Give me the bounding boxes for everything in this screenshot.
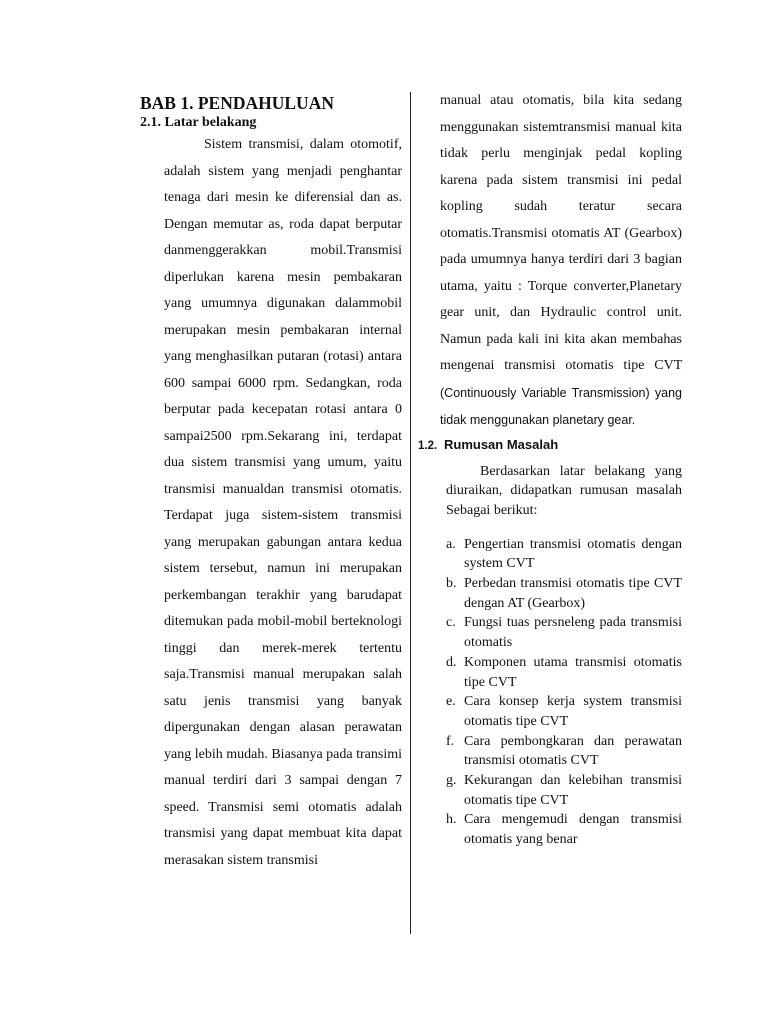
chapter-title: BAB 1. PENDAHULUAN <box>140 93 334 113</box>
rumusan-masalah-list <box>418 535 682 850</box>
list-letter: d. <box>446 654 457 670</box>
rumusan-masalah-intro <box>446 462 682 521</box>
section-title-rumusan-masalah: Rumusan Masalah <box>444 436 559 452</box>
section-number: 1.2. <box>418 439 438 452</box>
column-divider <box>410 92 411 934</box>
list-item <box>446 810 682 849</box>
paragraph-latar-belakang-right <box>440 88 682 435</box>
list-letter: a. <box>446 536 456 552</box>
list-item <box>446 653 682 692</box>
left-column <box>140 92 402 888</box>
list-item-text: Kekurangan dan kelebihan transmisi otomatis tipe CVT <box>464 773 682 808</box>
paragraph-text-serif: manual atau otomatis, bila kita sedang menggunakan sistemtransmisi manual kita tidak perlu menginjak pedal kopling karena pada sistem transmisi ini pedal kopling sudah teratur secara otomatis.Transmisi otomatis AT (Gearbox) pada umumnya hanya terdiri dari 3 bagian utama, yaitu : Torque converter,Planetary gear unit, dan Hydraulic control unit. Namun pada kali ini kita akan membahas mengenai transmisi otomatis tipe CVT <box>440 93 682 373</box>
list-item-text: Pengertian transmisi otomatis dengan system CVT <box>464 536 682 572</box>
list-item <box>446 574 682 613</box>
list-letter: b. <box>446 576 457 592</box>
list-letter: c. <box>446 615 456 631</box>
list-item-text: Fungsi tuas persneleng pada transmisi otomatis <box>464 615 682 651</box>
list-letter: f. <box>446 733 455 749</box>
list-item-text: Komponen utama transmisi otomatis tipe CVT <box>464 654 682 690</box>
list-item-text: Cara mengemudi dengan transmisi otomatis yang benar <box>464 812 682 848</box>
section-title-latar-belakang: 2.1. Latar belakang <box>140 115 257 130</box>
paragraph-text-sans: (Continuously Variable Transmission) yang tidak menggunakan planetary gear. <box>440 385 682 427</box>
list-item-text: Cara konsep kerja system transmisi otomatis tipe CVT <box>464 694 682 729</box>
list-item <box>446 771 682 810</box>
list-letter: g. <box>446 773 457 789</box>
paragraph-latar-belakang-left <box>164 132 402 874</box>
list-letter: e. <box>446 694 456 710</box>
paragraph-text: Sistem transmisi, dalam otomotif, adalah sistem yang menjadi penghantar tenaga dari mesin ke diferensial dan as. Dengan memutar as, roda dapat berputar danmenggerakkan mobil.Transmisi diperlukan karena mesin pembakaran yang umumnya digunakan dalammobil merupakan mesin pembakaran internal yang menghasilkan putaran (rotasi) antara 600 sampai 6000 rpm. Sedangkan, roda berputar pada kecepatan rotasi antara 0 sampai2500 rpm.Sekarang ini, terdapat dua sistem transmisi yang umum, yaitu transmisi manualdan transmisi otomatis. Terdapat juga sistem-sistem transmisi yang merupakan gabungan antara kedua sistem tersebut, namun ini merupakan perkembangan terakhir yang barudapat ditemukan pada mobil-mobil berteknologi tinggi dan merek-merek tertentu saja.Transmisi manual merupakan salah satu jenis transmisi yang banyak dipergunakan dengan alasan perawatan yang lebih mudah. Biasanya pada transimi manual terdiri dari 3 sampai dengan 7 speed. Transmisi semi otomatis adalah transmisi yang dapat membuat kita dapat merasakan sistem transmisi <box>164 137 402 868</box>
list-letter: h. <box>446 812 457 828</box>
right-column <box>418 88 682 850</box>
list-item <box>446 535 682 574</box>
list-item <box>446 692 682 731</box>
list-item-text: Perbedan transmisi otomatis tipe CVT dengan AT (Gearbox) <box>464 576 682 611</box>
list-item <box>446 732 682 771</box>
section-heading-rumusan-masalah <box>418 437 682 452</box>
list-item-text: Cara pembongkaran dan perawatan transmisi otomatis CVT <box>464 733 682 769</box>
list-item <box>446 613 682 652</box>
intro-text: Berdasarkan latar belakang yang diuraikan, didapatkan rumusan masalah Sebagai berikut: <box>446 463 682 518</box>
